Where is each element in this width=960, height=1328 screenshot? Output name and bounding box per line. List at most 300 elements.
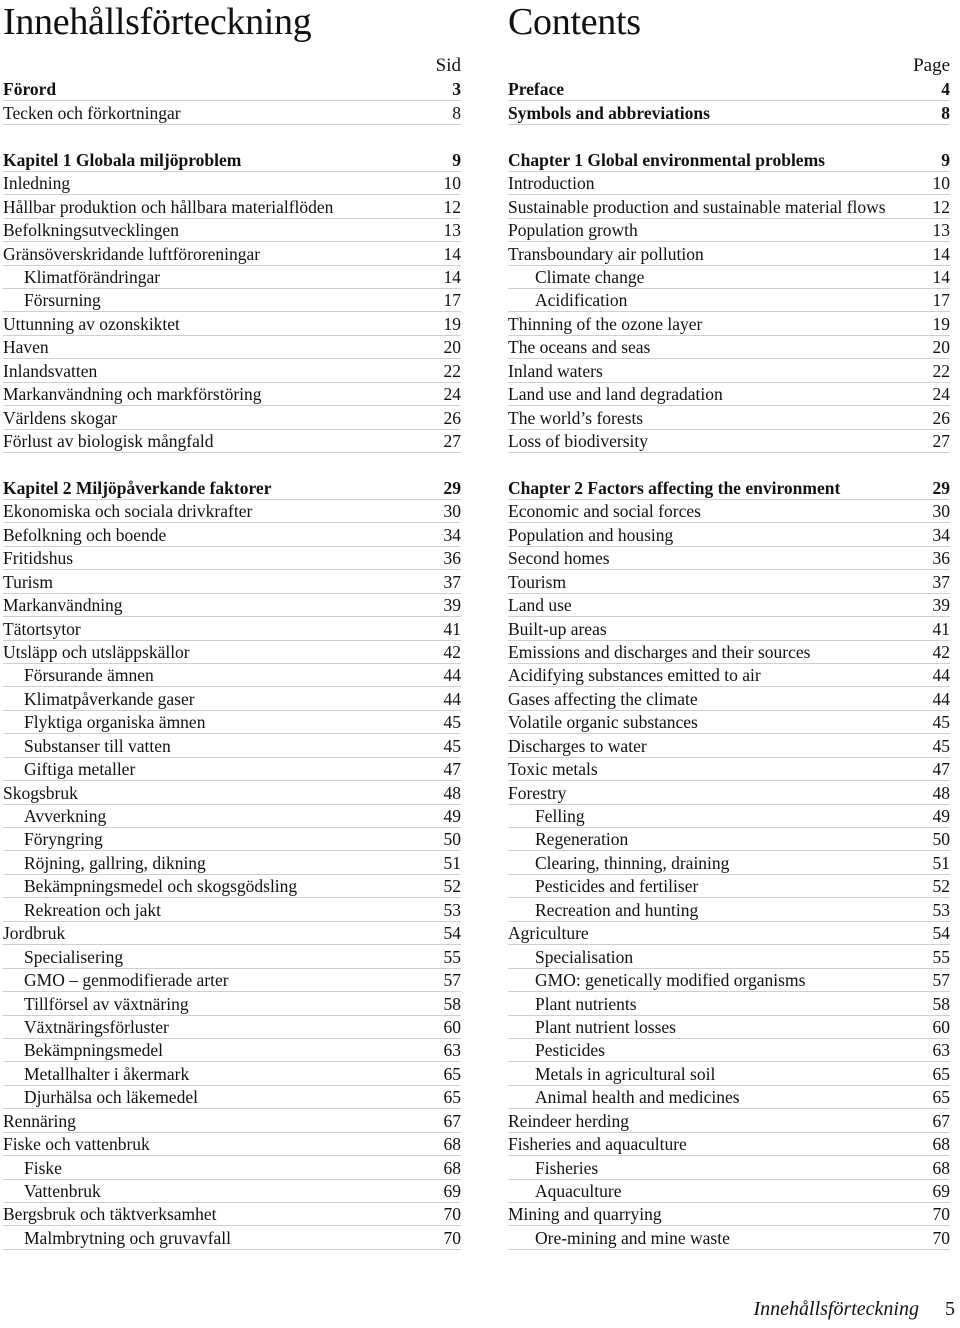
toc-entry-page: 47	[443, 759, 461, 780]
toc-entry-label: Föryngring	[24, 829, 103, 850]
toc-entry-label: Förord	[3, 79, 57, 100]
toc-entry-label: Vattenbruk	[24, 1181, 101, 1201]
toc-entry-label: Inlandsvatten	[3, 360, 98, 381]
toc-entry-label: Flyktiga organiska ämnen	[24, 712, 206, 733]
toc-entry[interactable]	[3, 383, 461, 406]
toc-entry[interactable]	[508, 570, 950, 593]
toc-entry-page: 69	[443, 1181, 461, 1201]
toc-entry-page: 49	[932, 806, 950, 826]
toc-entry-label: Tätortsytor	[3, 618, 81, 639]
toc-entry-label: Bekämpningsmedel	[24, 1040, 164, 1061]
toc-entry-label: Klimatförändringar	[24, 266, 161, 287]
toc-entry[interactable]	[508, 219, 950, 242]
toc-entry-page: 17	[443, 290, 461, 311]
toc-entry-page: 58	[932, 993, 950, 1014]
toc-entry-label: Skogsbruk	[3, 782, 78, 803]
toc-entry[interactable]	[3, 266, 461, 289]
toc-entry-label: Fisheries and aquaculture	[508, 1134, 687, 1155]
toc-entry-label: Land use and land degradation	[508, 384, 723, 405]
toc-entry-page: 12	[932, 196, 950, 217]
toc-entry[interactable]	[3, 336, 461, 359]
toc-entry-page: 26	[443, 407, 461, 428]
toc-entry[interactable]	[508, 101, 950, 124]
toc-entry-label: GMO: genetically modified organisms	[535, 970, 806, 991]
toc-entry-page: 44	[443, 665, 461, 686]
toc-entry-page: 26	[932, 407, 950, 428]
toc-entry-page: 34	[443, 524, 461, 545]
toc-entry-label: Fiske och vattenbruk	[3, 1134, 150, 1155]
toc-entry[interactable]	[508, 1180, 950, 1203]
toc-entry-page: 68	[932, 1157, 950, 1178]
toc-entry[interactable]	[508, 758, 950, 781]
toc-entry[interactable]	[508, 1016, 950, 1039]
toc-entry-label: Rekreation och jakt	[24, 899, 162, 920]
toc-entry[interactable]	[3, 758, 461, 781]
toc-entry[interactable]	[508, 523, 950, 546]
toc-entry-label: Introduction	[508, 173, 595, 194]
toc-entry-page: 14	[443, 266, 461, 287]
toc-entry-page: 10	[443, 173, 461, 194]
toc-entry-label: Population growth	[508, 220, 638, 241]
toc-entry-label: Metallhalter i åkermark	[24, 1063, 190, 1084]
toc-entry-label: Befolkningsutvecklingen	[3, 220, 179, 241]
toc-entry-page: 37	[443, 571, 461, 592]
toc-entry[interactable]	[3, 851, 461, 874]
toc-entry-page: 60	[443, 1016, 461, 1037]
toc-entry-page: 55	[932, 946, 950, 967]
toc-entry-label: Turism	[3, 571, 53, 592]
toc-entry[interactable]	[3, 570, 461, 593]
toc-entry-page: 4	[941, 79, 950, 100]
toc-entry-page: 12	[443, 196, 461, 217]
toc-entry-page: 14	[932, 266, 950, 287]
toc-entry[interactable]	[3, 992, 461, 1015]
toc-entry-label: Gränsöverskridande luftföroreningar	[3, 243, 261, 264]
toc-entry-label: Kapitel 2 Miljöpåverkande faktorer	[3, 477, 272, 498]
toc-entry-label: Volatile organic substances	[508, 712, 698, 733]
toc-entry[interactable]	[3, 430, 461, 453]
toc-entry[interactable]	[508, 547, 950, 570]
toc-entry-label: Aquaculture	[535, 1181, 622, 1201]
toc-spacer	[508, 453, 950, 476]
toc-entry-page: 57	[932, 970, 950, 991]
toc-entry-label: Fritidshus	[3, 548, 74, 569]
toc-entry-label: GMO – genmodifierade arter	[24, 970, 229, 991]
toc-entry-label: Felling	[535, 806, 585, 826]
toc-entry[interactable]	[3, 547, 461, 570]
toc-entry-label: Kapitel 1 Globala miljöproblem	[3, 149, 242, 170]
toc-entry-label: Specialisering	[24, 946, 124, 967]
toc-entry-page: 69	[932, 1181, 950, 1201]
toc-entry[interactable]	[3, 664, 461, 687]
toc-entry-label: Fisheries	[535, 1157, 599, 1178]
toc-entry[interactable]	[508, 1062, 950, 1085]
toc-entry[interactable]	[508, 851, 950, 874]
toc-entry-label: Avverkning	[24, 806, 107, 826]
toc-entry[interactable]	[3, 711, 461, 734]
toc-entry-label: Pesticides and fertiliser	[535, 876, 699, 897]
toc-entry-page: 60	[932, 1016, 950, 1037]
toc-entry-label: Loss of biodiversity	[508, 431, 648, 451]
toc-entry-page: 44	[932, 665, 950, 686]
toc-entry-label: Metals in agricultural soil	[535, 1063, 716, 1084]
toc-entry-page: 70	[443, 1204, 461, 1225]
toc-entry-page: 65	[443, 1087, 461, 1108]
toc-entry-label: Transboundary air pollution	[508, 243, 704, 264]
toc-entry-label: Pesticides	[535, 1040, 605, 1061]
toc-entry-label: Försurande ämnen	[24, 665, 154, 686]
toc-entry-page: 68	[932, 1134, 950, 1155]
toc-entry-page: 20	[443, 337, 461, 358]
toc-entry[interactable]	[3, 805, 461, 828]
toc-entry-label: Land use	[508, 595, 572, 616]
toc-entry[interactable]	[3, 781, 461, 804]
toc-entry[interactable]	[3, 1203, 461, 1226]
toc-entry-page: 29	[443, 477, 461, 498]
toc-entry[interactable]	[3, 1086, 461, 1109]
english-toc-title: Contents	[508, 1, 641, 43]
toc-entry-label: Tillförsel av växtnäring	[24, 993, 189, 1014]
toc-entry[interactable]	[508, 312, 950, 335]
toc-entry[interactable]	[508, 734, 950, 757]
toc-entry[interactable]	[508, 406, 950, 429]
toc-entry-label: Ekonomiska och sociala drivkrafter	[3, 501, 253, 522]
toc-entry-page: 70	[932, 1227, 950, 1248]
toc-entry-page: 44	[932, 688, 950, 709]
toc-entry[interactable]	[508, 78, 950, 101]
toc-entry-label: Uttunning av ozonskiktet	[3, 313, 180, 334]
toc-entry-page: 24	[443, 384, 461, 405]
toc-entry-label: Bekämpningsmedel och skogsgödsling	[24, 876, 298, 897]
toc-entry-page: 22	[932, 360, 950, 381]
toc-entry-page: 39	[443, 595, 461, 616]
toc-entry-page: 27	[932, 431, 950, 451]
toc-entry-page: 13	[932, 220, 950, 241]
toc-entry-label: Chapter 1 Global environmental problems	[508, 149, 825, 170]
swedish-toc-title: Innehållsförteckning	[3, 1, 312, 43]
footer-page-number: 5	[945, 1298, 955, 1320]
toc-entry-page: 70	[932, 1204, 950, 1225]
english-toc-list	[508, 78, 950, 1250]
toc-entry[interactable]	[508, 687, 950, 710]
toc-entry-page: 52	[443, 876, 461, 897]
toc-entry-label: Acidifying substances emitted to air	[508, 665, 761, 686]
toc-entry-page: 10	[932, 173, 950, 194]
toc-entry-page: 70	[443, 1227, 461, 1248]
toc-entry-page: 65	[932, 1087, 950, 1108]
toc-entry[interactable]	[508, 476, 950, 499]
toc-entry-label: Sustainable production and sustainable material flows	[508, 196, 886, 217]
toc-entry-label: Tecken och förkortningar	[3, 102, 181, 123]
toc-entry-page: 9	[452, 149, 461, 170]
toc-entry-page: 42	[932, 641, 950, 662]
toc-entry-page: 13	[443, 220, 461, 241]
toc-entry-page: 39	[932, 595, 950, 616]
toc-entry[interactable]	[3, 1133, 461, 1156]
toc-entry[interactable]	[508, 828, 950, 851]
toc-entry-label: Plant nutrient losses	[535, 1016, 676, 1037]
toc-entry-label: Toxic metals	[508, 759, 598, 780]
toc-entry[interactable]	[3, 922, 461, 945]
toc-entry-page: 17	[932, 290, 950, 311]
toc-entry[interactable]	[3, 1180, 461, 1203]
toc-entry-label: Bergsbruk och täktverksamhet	[3, 1204, 217, 1225]
toc-entry-page: 41	[443, 618, 461, 639]
toc-entry-page: 58	[443, 993, 461, 1014]
toc-entry-label: Fiske	[24, 1157, 62, 1178]
toc-entry-label: Försurning	[24, 290, 101, 311]
toc-entry[interactable]	[508, 289, 950, 312]
toc-entry[interactable]	[3, 1226, 461, 1249]
toc-entry-label: Inland waters	[508, 360, 603, 381]
toc-entry[interactable]	[508, 336, 950, 359]
toc-entry-page: 45	[443, 735, 461, 756]
toc-entry-page: 47	[932, 759, 950, 780]
toc-entry-page: 68	[443, 1157, 461, 1178]
toc-spacer	[508, 125, 950, 148]
toc-entry[interactable]	[3, 78, 461, 101]
toc-entry[interactable]	[3, 359, 461, 382]
toc-entry-page: 19	[443, 313, 461, 334]
toc-entry-page: 57	[443, 970, 461, 991]
toc-entry-label: Discharges to water	[508, 735, 647, 756]
toc-entry-page: 50	[932, 829, 950, 850]
toc-entry-page: 22	[443, 360, 461, 381]
toc-entry-label: The world’s forests	[508, 407, 644, 428]
toc-entry-page: 51	[443, 852, 461, 873]
toc-entry-label: Built-up areas	[508, 618, 607, 639]
toc-entry[interactable]	[3, 523, 461, 546]
toc-entry[interactable]	[3, 969, 461, 992]
toc-entry[interactable]	[3, 219, 461, 242]
toc-entry[interactable]	[508, 359, 950, 382]
toc-entry-label: Economic and social forces	[508, 501, 701, 522]
toc-entry-label: Rennäring	[3, 1110, 76, 1131]
toc-entry-page: 53	[443, 899, 461, 920]
toc-entry[interactable]	[3, 687, 461, 710]
toc-entry[interactable]	[508, 242, 950, 265]
toc-entry-page: 34	[932, 524, 950, 545]
toc-entry[interactable]	[3, 312, 461, 335]
toc-entry-label: Regeneration	[535, 829, 629, 850]
toc-entry-page: 45	[443, 712, 461, 733]
toc-entry[interactable]	[508, 711, 950, 734]
toc-entry-page: 51	[932, 852, 950, 873]
swedish-toc-list	[3, 78, 461, 1250]
toc-entry-label: Second homes	[508, 548, 610, 569]
toc-entry-page: 45	[932, 712, 950, 733]
toc-entry[interactable]	[3, 898, 461, 921]
toc-entry[interactable]	[508, 266, 950, 289]
toc-entry[interactable]	[508, 664, 950, 687]
toc-entry[interactable]	[508, 617, 950, 640]
toc-entry[interactable]	[508, 922, 950, 945]
toc-entry[interactable]	[508, 805, 950, 828]
toc-entry-label: Inledning	[3, 173, 71, 194]
toc-entry[interactable]	[3, 500, 461, 523]
toc-entry-page: 3	[452, 79, 461, 100]
toc-entry-label: Forestry	[508, 782, 567, 803]
toc-entry-page: 54	[443, 923, 461, 944]
toc-entry[interactable]	[508, 875, 950, 898]
toc-entry-label: Mining and quarrying	[508, 1204, 662, 1225]
toc-entry-label: Specialisation	[535, 946, 634, 967]
toc-entry-label: Giftiga metaller	[24, 759, 136, 780]
toc-entry-page: 63	[443, 1040, 461, 1061]
toc-entry[interactable]	[3, 828, 461, 851]
toc-entry[interactable]	[508, 1156, 950, 1179]
toc-entry-label: Clearing, thinning, draining	[535, 852, 730, 873]
toc-entry-page: 49	[443, 806, 461, 826]
toc-entry[interactable]	[508, 383, 950, 406]
toc-entry-page: 20	[932, 337, 950, 358]
toc-entry-label: Förlust av biologisk mångfald	[3, 431, 214, 451]
toc-entry[interactable]	[508, 594, 950, 617]
toc-entry[interactable]	[3, 594, 461, 617]
toc-entry[interactable]	[508, 1086, 950, 1109]
toc-spacer	[3, 125, 461, 148]
toc-entry[interactable]	[508, 148, 950, 171]
toc-entry[interactable]	[3, 641, 461, 664]
toc-entry-page: 67	[932, 1110, 950, 1131]
toc-entry-label: Tourism	[508, 571, 567, 592]
toc-entry[interactable]	[508, 195, 950, 218]
toc-entry-label: Symbols and abbreviations	[508, 102, 710, 123]
toc-entry-page: 41	[932, 618, 950, 639]
toc-entry-page: 36	[443, 548, 461, 569]
toc-entry-page: 30	[443, 501, 461, 522]
toc-entry[interactable]	[3, 1109, 461, 1132]
toc-entry[interactable]	[3, 101, 461, 124]
swedish-toc-column	[3, 0, 461, 1250]
toc-entry-label: Utsläpp och utsläppskällor	[3, 641, 190, 662]
toc-entry-page: 29	[932, 477, 950, 498]
toc-entry[interactable]	[3, 1062, 461, 1085]
english-page-column-label: Page	[913, 55, 950, 76]
toc-entry-page: 67	[443, 1110, 461, 1131]
toc-entry-label: Haven	[3, 337, 49, 358]
toc-entry-page: 53	[932, 899, 950, 920]
toc-entry-label: Malmbrytning och gruvavfall	[24, 1227, 232, 1248]
page-footer	[753, 1296, 955, 1322]
toc-entry-page: 14	[443, 243, 461, 264]
toc-entry[interactable]	[508, 172, 950, 195]
toc-entry[interactable]	[508, 1133, 950, 1156]
toc-entry-label: Markanvändning och markförstöring	[3, 384, 262, 405]
toc-entry-label: Klimatpåverkande gaser	[24, 688, 195, 709]
toc-entry-label: Röjning, gallring, dikning	[24, 852, 206, 873]
toc-entry-label: Markanvändning	[3, 595, 123, 616]
toc-entry-page: 30	[932, 501, 950, 522]
toc-entry-label: Reindeer herding	[508, 1110, 629, 1131]
toc-entry-page: 54	[932, 923, 950, 944]
toc-entry[interactable]	[508, 1203, 950, 1226]
toc-entry-label: Emissions and discharges and their sources	[508, 641, 811, 662]
toc-entry-page: 42	[443, 641, 461, 662]
toc-entry-page: 24	[932, 384, 950, 405]
toc-entry-label: Växtnäringsförluster	[24, 1016, 169, 1037]
toc-entry[interactable]	[508, 898, 950, 921]
toc-entry-label: Substanser till vatten	[24, 735, 171, 756]
toc-entry[interactable]	[3, 734, 461, 757]
toc-entry[interactable]	[3, 945, 461, 968]
toc-entry-label: Befolkning och boende	[3, 524, 167, 545]
toc-entry[interactable]	[508, 1109, 950, 1132]
toc-entry-page: 45	[932, 735, 950, 756]
toc-entry[interactable]	[3, 406, 461, 429]
toc-entry[interactable]	[3, 289, 461, 312]
toc-entry[interactable]	[3, 1156, 461, 1179]
toc-entry-label: Gases affecting the climate	[508, 688, 698, 709]
toc-entry[interactable]	[3, 1039, 461, 1062]
toc-entry[interactable]	[508, 1039, 950, 1062]
toc-entry[interactable]	[508, 500, 950, 523]
toc-entry-label: Thinning of the ozone layer	[508, 313, 703, 334]
toc-entry[interactable]	[508, 945, 950, 968]
toc-entry-page: 9	[941, 149, 950, 170]
toc-entry[interactable]	[3, 1016, 461, 1039]
toc-entry-label: Population and housing	[508, 524, 674, 545]
toc-entry[interactable]	[508, 969, 950, 992]
footer-title: Innehållsförteckning	[753, 1298, 919, 1320]
toc-entry-label: Climate change	[535, 266, 645, 287]
toc-entry-label: The oceans and seas	[508, 337, 651, 358]
toc-entry-label: Agriculture	[508, 923, 589, 944]
toc-entry-label: Djurhälsa och läkemedel	[24, 1087, 198, 1108]
toc-entry-page: 37	[932, 571, 950, 592]
swedish-page-column-label: Sid	[435, 55, 461, 76]
toc-entry-page: 50	[443, 829, 461, 850]
toc-entry[interactable]	[508, 641, 950, 664]
toc-entry-label: Hållbar produktion och hållbara materialflöden	[3, 196, 334, 217]
toc-entry-label: Chapter 2 Factors affecting the environment	[508, 477, 841, 498]
toc-entry-page: 65	[443, 1063, 461, 1084]
toc-entry-page: 55	[443, 946, 461, 967]
toc-entry-label: Preface	[508, 79, 565, 100]
toc-entry-page: 48	[932, 782, 950, 803]
toc-entry-page: 68	[443, 1134, 461, 1155]
toc-spacer	[3, 453, 461, 476]
toc-entry[interactable]	[508, 430, 950, 453]
toc-entry[interactable]	[3, 617, 461, 640]
toc-entry[interactable]	[508, 781, 950, 804]
toc-entry-page: 52	[932, 876, 950, 897]
toc-entry[interactable]	[3, 148, 461, 171]
toc-entry-page: 27	[443, 431, 461, 451]
toc-entry[interactable]	[3, 875, 461, 898]
toc-entry-page: 44	[443, 688, 461, 709]
toc-entry-label: Animal health and medicines	[535, 1087, 740, 1108]
toc-entry-label: Acidification	[535, 290, 628, 311]
toc-entry-label: Världens skogar	[3, 407, 118, 428]
toc-entry-label: Ore-mining and mine waste	[535, 1227, 730, 1248]
english-toc-column	[508, 0, 950, 1250]
toc-entry[interactable]	[3, 242, 461, 265]
toc-entry[interactable]	[3, 172, 461, 195]
toc-entry-page: 14	[932, 243, 950, 264]
toc-entry-page: 8	[941, 102, 950, 123]
toc-entry[interactable]	[508, 992, 950, 1015]
toc-entry-label: Recreation and hunting	[535, 899, 699, 920]
toc-entry-page: 19	[932, 313, 950, 334]
toc-entry-page: 48	[443, 782, 461, 803]
toc-entry[interactable]	[3, 195, 461, 218]
toc-entry[interactable]	[3, 476, 461, 499]
toc-entry-page: 65	[932, 1063, 950, 1084]
toc-entry-page: 8	[452, 102, 461, 123]
toc-entry-page: 36	[932, 548, 950, 569]
toc-entry[interactable]	[508, 1226, 950, 1249]
